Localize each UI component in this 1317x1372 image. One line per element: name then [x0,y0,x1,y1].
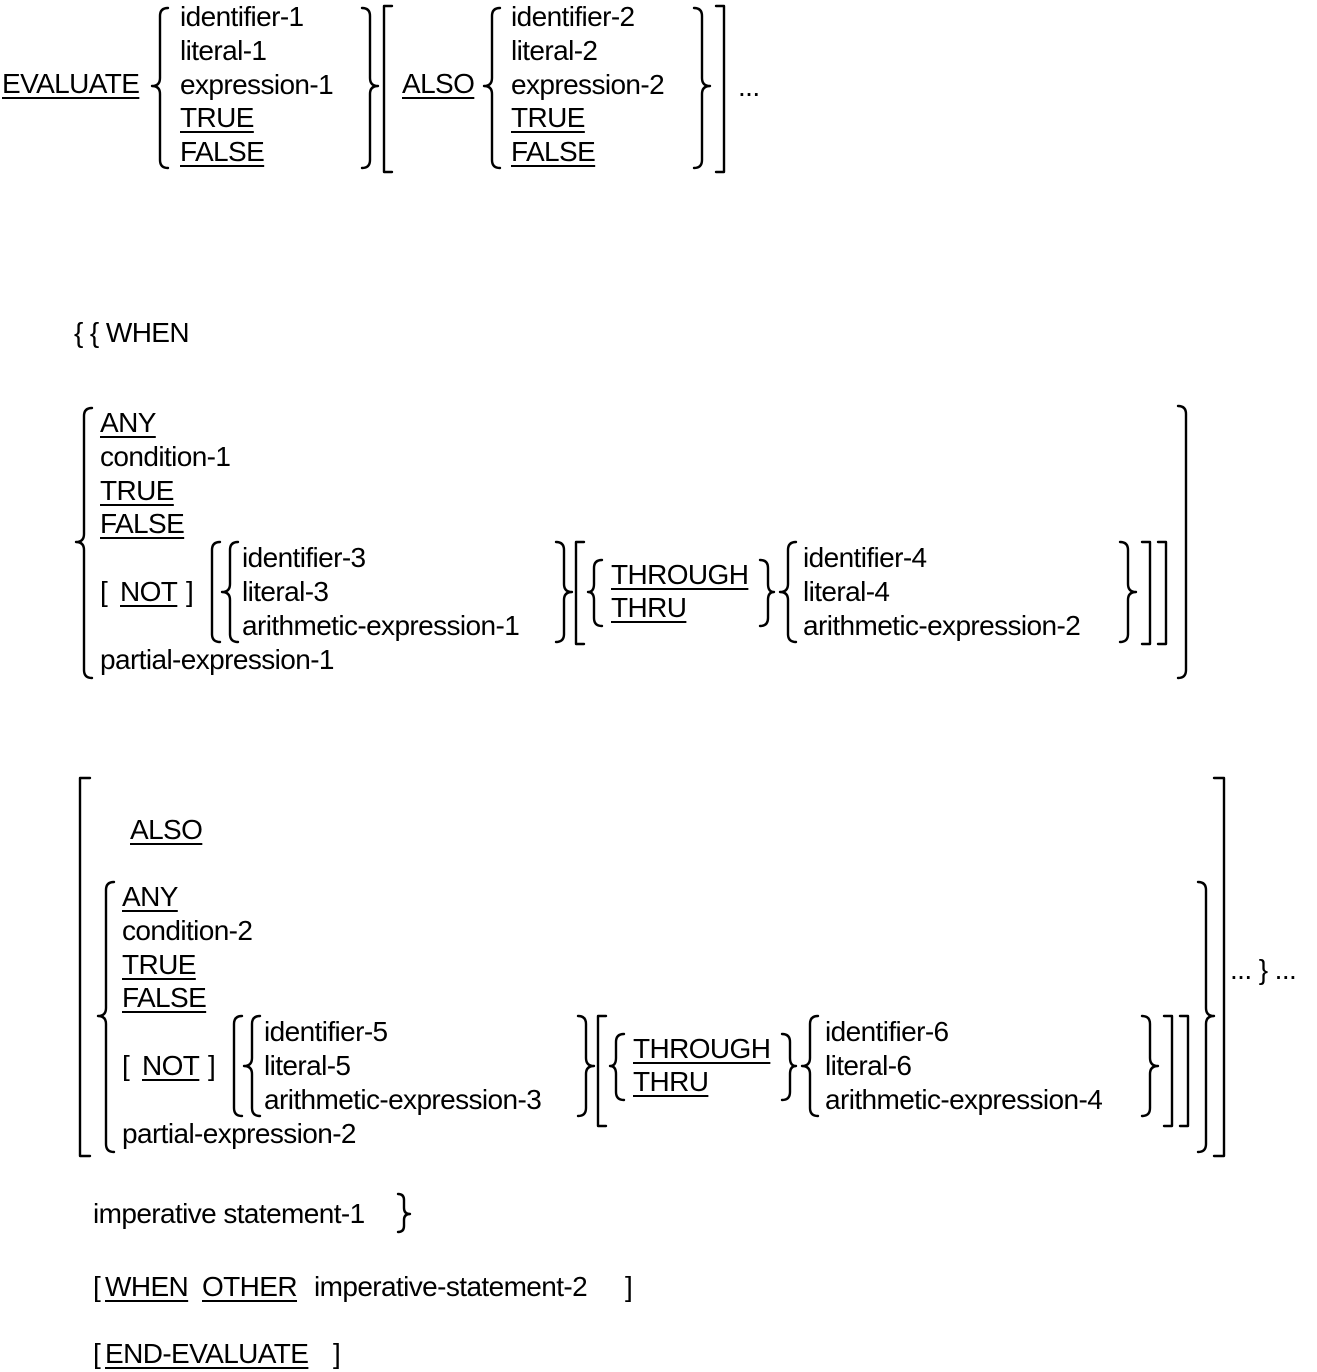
brace-left2-also-operand-a [244,1016,260,1116]
bracket-right2-also-range [1180,1016,1188,1126]
when-operand-arith: arithmetic-expression-1 [242,610,520,641]
bracket-right-when-range [1142,542,1150,644]
bracket-left-when-range [576,542,584,644]
end-evaluate-open-bracket: [ [93,1338,101,1369]
brace-left-when-operand-a [212,542,220,642]
when-true: TRUE [100,475,174,506]
subject1-expression: expression-1 [180,69,334,100]
also-false: FALSE [122,982,207,1013]
subject2-false: FALSE [511,136,596,167]
imperative-statement: imperative statement-1 [93,1198,365,1229]
when-false: FALSE [100,508,185,539]
subject1-true: TRUE [180,102,254,133]
brace-right-subject2 [694,8,710,168]
also-operand-identifier: identifier-5 [264,1016,388,1047]
subject2-identifier: identifier-2 [511,1,635,32]
bracket-right2-when-range [1158,542,1166,644]
also-true: TRUE [122,949,196,980]
brace-left-also-inner [98,882,114,1152]
also-thru: THRU [633,1066,709,1097]
also-range-arith: arithmetic-expression-4 [825,1084,1103,1115]
brace-right-when-through [760,560,774,626]
bracket-left-also [384,6,392,172]
brace-right-imperative [398,1194,410,1232]
brace-left-also-operand-a [234,1016,242,1116]
brace-right-when-operand-b [1120,542,1136,642]
brace-right-also-operand-b [1142,1016,1158,1116]
when-other-rest: imperative-statement-2 [314,1271,588,1302]
end-evaluate-close-bracket: ] [333,1338,341,1369]
when-operand-identifier: identifier-3 [242,542,366,573]
brace-left-when-through [588,560,602,626]
also-any: ANY [122,881,178,912]
when-not-keyword: NOT [120,576,178,607]
subject1-false: FALSE [180,136,265,167]
when-range-arith: arithmetic-expression-2 [803,610,1081,641]
when-thru: THRU [611,592,687,623]
brace-right-when-operand-a [556,542,572,642]
bracket-left-also-block [80,778,90,1156]
subject1-identifier: identifier-1 [180,1,304,32]
also-block-keyword: ALSO [130,814,203,845]
when-condition: condition-1 [100,441,231,472]
brace-right-also-inner [1198,882,1214,1152]
also-not-open-bracket: [ [122,1050,130,1081]
subject2-expression: expression-2 [511,69,665,100]
also-trailer-ellipsis: ... } ... [1230,954,1297,985]
end-evaluate-keyword: END-EVALUATE [105,1338,309,1369]
bracket-left-also-range [598,1016,606,1126]
when-any: ANY [100,407,156,438]
when-through: THROUGH [611,559,749,590]
also-range-literal: literal-6 [825,1050,912,1081]
when-other-open-bracket: [ [93,1271,101,1302]
when-operand-literal: literal-3 [242,576,329,607]
also-not-keyword: NOT [142,1050,200,1081]
brace-right-also-operand-a [578,1016,594,1116]
brace-left-also-operand-b [802,1016,818,1116]
also-condition: condition-2 [122,915,253,946]
when-not-open-bracket: [ [100,576,108,607]
also-partial-expression: partial-expression-2 [122,1118,356,1149]
also-through: THROUGH [633,1033,771,1064]
bracket-right-when-block [1178,406,1186,678]
also-keyword: ALSO [402,68,475,99]
brace-left-also-through [610,1034,624,1100]
brace-left-subject1 [152,8,168,168]
when-range-identifier: identifier-4 [803,542,927,573]
also-not-close-bracket: ] [208,1050,216,1081]
brace-left-subject2 [484,8,500,168]
subject2-literal: literal-2 [511,35,598,66]
when-range-literal: literal-4 [803,576,890,607]
subject2-true: TRUE [511,102,585,133]
bracket-right-also [716,6,724,172]
evaluate-keyword: EVALUATE [2,68,140,99]
when-other-close-bracket: ] [625,1271,633,1302]
brace-left-when-operand-b [780,542,796,642]
brace-right-also-through [782,1034,796,1100]
when-partial-expression: partial-expression-1 [100,644,334,675]
brace-left2-when-operand-a [222,542,238,642]
also-operand-arith: arithmetic-expression-3 [264,1084,542,1115]
bracket-right-also-block [1214,778,1224,1156]
brace-right-subject1 [362,8,378,168]
when-other-other: OTHER [202,1271,298,1302]
subject-ellipsis: ... [738,71,760,102]
brace-left-when-block [76,408,92,678]
when-header: { { WHEN [74,317,190,348]
bracket-right-also-range [1164,1016,1172,1126]
when-other-when: WHEN [105,1271,189,1302]
subject1-literal: literal-1 [180,35,267,66]
when-not-close-bracket: ] [186,576,194,607]
also-range-identifier: identifier-6 [825,1016,949,1047]
also-operand-literal: literal-5 [264,1050,351,1081]
